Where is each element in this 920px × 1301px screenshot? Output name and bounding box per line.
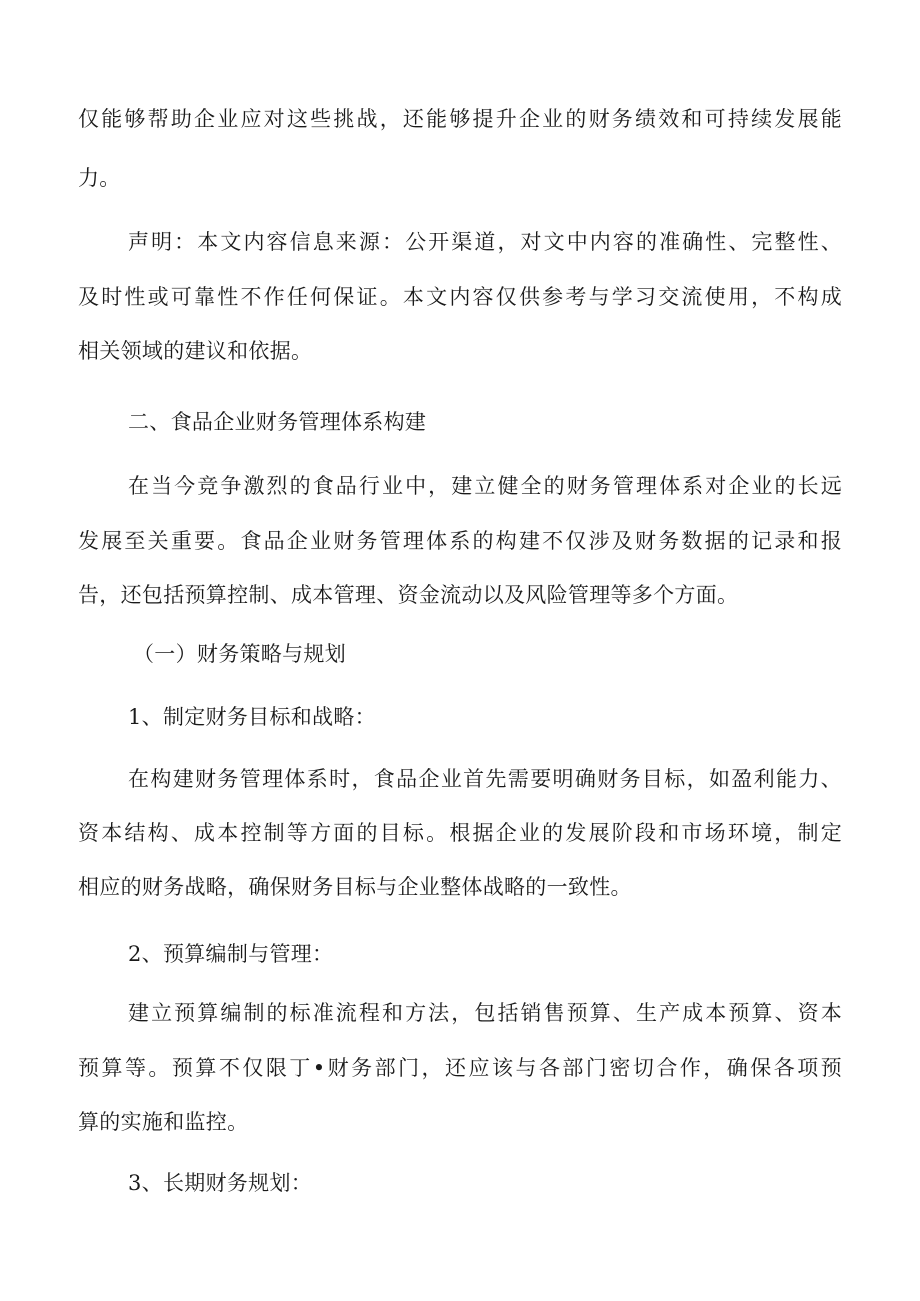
intro-paragraph-line-2: 力。 <box>78 166 121 190</box>
section-heading: 二、食品企业财务管理体系构建 <box>128 410 427 434</box>
disclaimer-line-1: 声明：本文内容信息来源：公开渠道，对文中内容的准确性、完整性、 <box>128 230 842 254</box>
item2-line-3: 算的实施和监控。 <box>78 1110 249 1134</box>
item2-line-1: 建立预算编制的标准流程和方法，包括销售预算、生产成本预算、资本 <box>128 1001 842 1025</box>
item2-line-2: 预算等。预算不仅限丁•财务部门，还应该与各部门密切合作，确保各项预 <box>78 1056 842 1080</box>
item1-line-3: 相应的财务战略，确保财务目标与企业整体战略的一致性。 <box>78 875 632 899</box>
section-intro-line-3: 告，还包括预算控制、成本管理、资金流动以及风险管理等多个方面。 <box>78 583 739 607</box>
item3-heading: 3、长期财务规划： <box>128 1171 313 1195</box>
intro-paragraph-line-1: 仅能够帮助企业应对这些挑战，还能够提升企业的财务绩效和可持续发展能 <box>78 107 842 131</box>
section-intro-line-2: 发展至关重要。食品企业财务管理体系的构建不仅涉及财务数据的记录和报 <box>78 529 842 553</box>
section-intro-line-1: 在当今竞争激烈的食品行业中，建立健全的财务管理体系对企业的长远 <box>128 474 842 498</box>
item1-line-1: 在构建财务管理体系时，食品企业首先需要明确财务目标，如盈利能力、 <box>128 767 842 791</box>
disclaimer-line-2: 及时性或可靠性不作任何保证。本文内容仅供参考与学习交流使用，不构成 <box>78 285 842 309</box>
subsection-heading: （一）财务策略与规划 <box>133 642 346 666</box>
item1-heading: 1、制定财务目标和战略： <box>128 705 376 729</box>
disclaimer-line-3: 相关领域的建议和依据。 <box>78 339 313 363</box>
item1-line-2: 资本结构、成本控制等方面的目标。根据企业的发展阶段和市场环境，制定 <box>78 821 842 845</box>
item2-heading: 2、预算编制与管理： <box>128 942 334 966</box>
